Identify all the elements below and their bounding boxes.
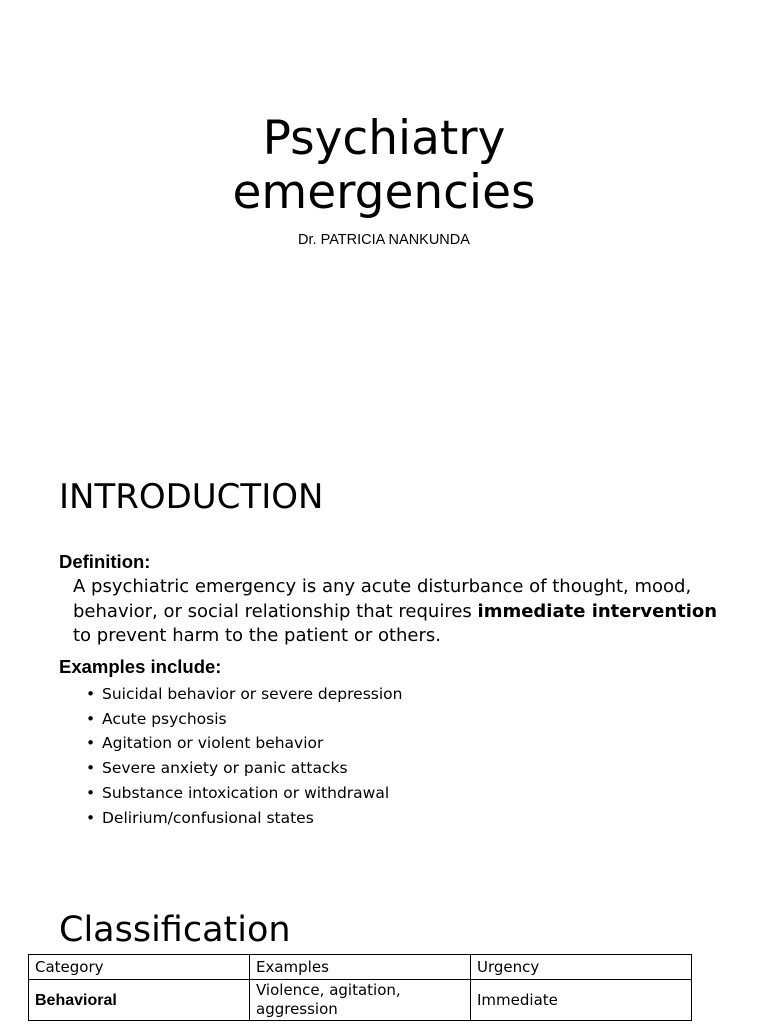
bullet-icon: •	[86, 783, 96, 802]
bullet-icon: •	[86, 759, 96, 778]
bullet-icon: •	[86, 685, 96, 703]
list-item-text: Substance intoxication or withdrawal	[102, 783, 390, 802]
definition-text	[73, 575, 733, 649]
list-item	[86, 707, 402, 732]
list-item-text: Acute psychosis	[102, 709, 227, 728]
list-item	[86, 756, 402, 781]
list-item	[86, 731, 402, 756]
definition-line-2-text: behavior, or social relationship that requires	[73, 600, 478, 622]
bullet-icon: •	[86, 709, 96, 728]
list-item	[86, 682, 402, 707]
introduction-heading: INTRODUCTION	[59, 477, 324, 517]
list-item-text: Agitation or violent behavior	[102, 734, 324, 753]
slide-title	[0, 112, 768, 220]
column-header-category: Category	[29, 955, 250, 980]
list-item-text: Severe anxiety or panic attacks	[102, 759, 348, 778]
list-item	[86, 781, 402, 806]
column-header-urgency: Urgency	[471, 955, 692, 980]
classification-table	[28, 954, 692, 1021]
classification-heading: Classification	[59, 910, 291, 950]
column-header-examples: Examples	[250, 955, 471, 980]
examples-label: Examples include:	[59, 656, 222, 677]
table-row	[29, 980, 692, 1021]
table-cell-category: Behavioral	[29, 980, 250, 1021]
bullet-icon: •	[86, 808, 96, 827]
table-cell-urgency: Immediate	[471, 980, 692, 1021]
author-subtitle: Dr. PATRICIA NANKUNDA	[298, 232, 470, 248]
definition-line-1: A psychiatric emergency is any acute disturbance of thought, mood,	[73, 576, 692, 597]
bullet-icon: •	[86, 734, 96, 753]
examples-list	[86, 682, 402, 830]
list-item	[86, 806, 402, 831]
definition-line-2	[73, 600, 733, 625]
definition-line-3: to prevent harm to the patient or others.	[73, 625, 442, 646]
title-line-1: Psychiatry	[262, 111, 506, 166]
definition-emphasis: immediate intervention	[477, 600, 718, 622]
table-header-row	[29, 955, 692, 980]
list-item-text: Delirium/confusional states	[102, 808, 314, 827]
table-cell-examples: Violence, agitation, aggression	[250, 980, 471, 1021]
title-line-2: emergencies	[232, 165, 536, 220]
definition-label: Definition:	[59, 551, 151, 572]
list-item-text: Suicidal behavior or severe depression	[102, 685, 403, 703]
